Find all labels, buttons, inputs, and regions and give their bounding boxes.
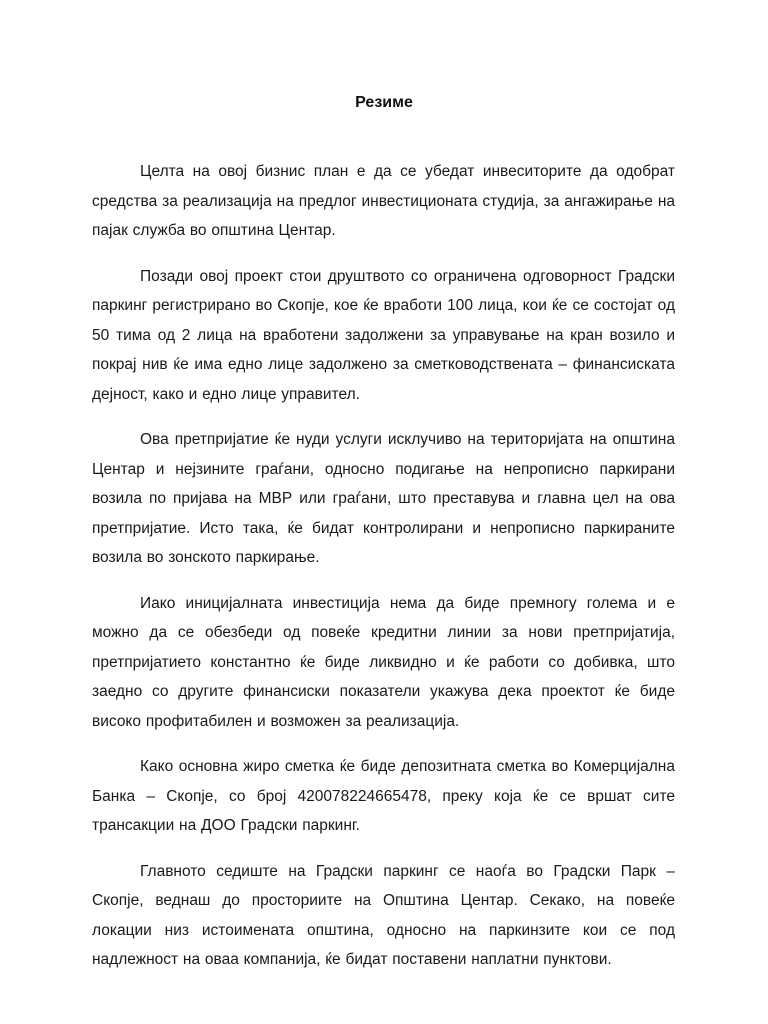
- paragraph-bank-account: Како основна жиро сметка ќе биде депозитната сметка во Комерцијална Банка – Скопје, со број 420078224665478, преку која ќе се вршат сите трансакции на ДОО Градски паркинг.: [92, 758, 675, 834]
- paragraph-services: Ова претпријатие ќе нуди услуги исклучиво на територијата на општина Центар и нејзините граѓани, односно подигање на непрописно паркирани возила по пријава на МВР или граѓани, што преставува и главна цел на ова претпријатие. Исто така, ќе бидат контролирани и непрописно паркираните возила во зонското паркирање.: [92, 431, 675, 566]
- document-body: [92, 157, 675, 991]
- paragraph-purpose: Целта на овој бизнис план е да се убедат инвеситорите да одобрат средства за реализација на предлог инвестиционата студија, за ангажирање на пајак служба во општина Центар.: [92, 163, 675, 239]
- document-title: Резиме: [355, 94, 413, 111]
- paragraph-investment: Иако иницијалната инвестиција нема да биде премногу голема и е можно да се обезбеди од повеќе кредитни линии за нови претпријатија, претпријатието константно ќе биде ликвидно и ќе работи со добивка, што заедно со другите финансиски показатели укажува дека проектот ќе биде високо профитабилен и возможен за реализација.: [92, 594, 675, 730]
- paragraph-company: Позади овој проект стои друштвото со ограничена одговорност Градски паркинг регистрирано во Скопје, кое ќе вработи 100 лица, кои ќе се состојат од 50 тима од 2 лица на вработени задолжени за управување на кран возило и покрај нив ќе има едно лице задолжено за сметководствената – финансиската дејност, како и едно лице управител.: [92, 267, 675, 403]
- paragraph-headquarters: Главното седиште на Градски паркинг се наоѓа во Градски Парк – Скопје, веднаш до просториите на Општина Центар. Секако, на повеќе локации низ истоимената општина, односно на паркинзите кои се под надлежност на оваа компанија, ќе бидат поставени наплатни пунктови.: [92, 862, 675, 968]
